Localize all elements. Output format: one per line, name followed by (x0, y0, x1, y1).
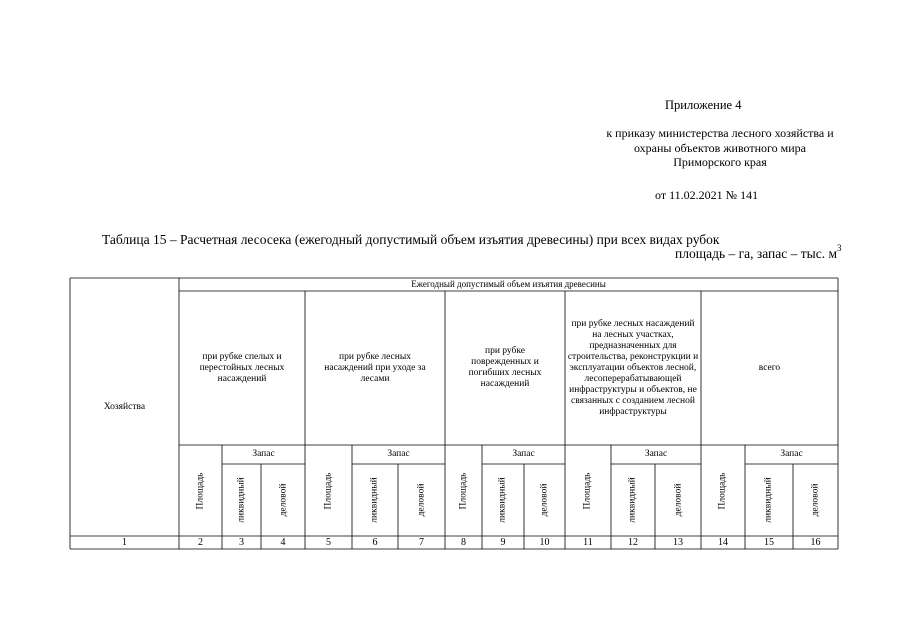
appendix-label: Приложение 4 (665, 98, 742, 112)
group-header-total: всего (758, 362, 781, 373)
group-header-mature: при рубке спелых и перестойных лесных насаждений (199, 351, 285, 384)
column-number: 15 (764, 537, 774, 548)
stock-header: Запас (252, 449, 275, 459)
stock-header: Запас (780, 449, 803, 459)
order-line: к приказу министерства лесного хозяйства и (606, 126, 834, 140)
column-number: 5 (326, 537, 331, 548)
area-header: Площадь (195, 471, 206, 510)
column-number: 12 (628, 537, 638, 548)
business-header: деловой (810, 483, 821, 517)
farms-header: Хозяйства (103, 401, 146, 412)
group-header-damaged: при рубке поврежденных и погибших лесных насаждений (468, 346, 542, 389)
business-header: деловой (539, 483, 550, 517)
order-line: Приморского края (673, 155, 767, 169)
group-header-care: при рубке лесных насаждений при уходе за лесами (324, 351, 426, 384)
business-header: деловой (672, 483, 683, 517)
business-header: деловой (277, 483, 288, 517)
business-header: деловой (416, 483, 427, 517)
column-number: 4 (280, 537, 286, 548)
group-header-construction: при рубке лесных насаждений на лесных участках, предназначенных для строительства, реконструкции и эксплуатации объектов лесной, лесоперерабатывающей инфраструктуры и объектов, не связанных с созданием лесной инфраструктуры (567, 318, 699, 417)
liquid-header: ликвидный (628, 477, 638, 523)
column-number: 14 (718, 537, 728, 548)
column-number: 2 (198, 537, 203, 548)
column-number: 9 (500, 537, 506, 548)
column-number: 13 (673, 537, 683, 548)
area-header: Площадь (323, 471, 334, 510)
units-text: площадь – га, запас – тыс. м (675, 246, 838, 261)
order-date: от 11.02.2021 № 141 (655, 188, 759, 202)
super-header: Ежегодный допустимый объем изъятия древесины (411, 279, 606, 289)
column-number: 6 (372, 537, 378, 548)
column-number: 16 (810, 537, 821, 548)
area-header: Площадь (718, 471, 728, 510)
liquid-header: ликвидный (370, 477, 380, 523)
stock-header: Запас (387, 449, 410, 459)
column-number: 7 (419, 537, 424, 548)
liquid-header: ликвидный (236, 477, 247, 523)
stock-header: Запас (644, 449, 668, 459)
table-title: Таблица 15 – Расчетная лесосека (ежегодный допустимый объем изъятия древесины) при всех видах рубок (102, 232, 720, 247)
column-number: 11 (583, 537, 593, 548)
liquid-header: ликвидный (498, 477, 508, 523)
area-header: Площадь (583, 471, 593, 510)
column-number: 10 (539, 537, 550, 548)
column-number: 1 (122, 537, 127, 548)
column-number: 8 (461, 537, 466, 548)
units-superscript: 3 (837, 243, 842, 253)
area-header: Площадь (458, 471, 469, 510)
liquid-header: ликвидный (764, 477, 774, 523)
stock-header: Запас (512, 449, 535, 459)
order-line: охраны объектов животного мира (633, 140, 807, 155)
column-number: 3 (239, 537, 244, 548)
